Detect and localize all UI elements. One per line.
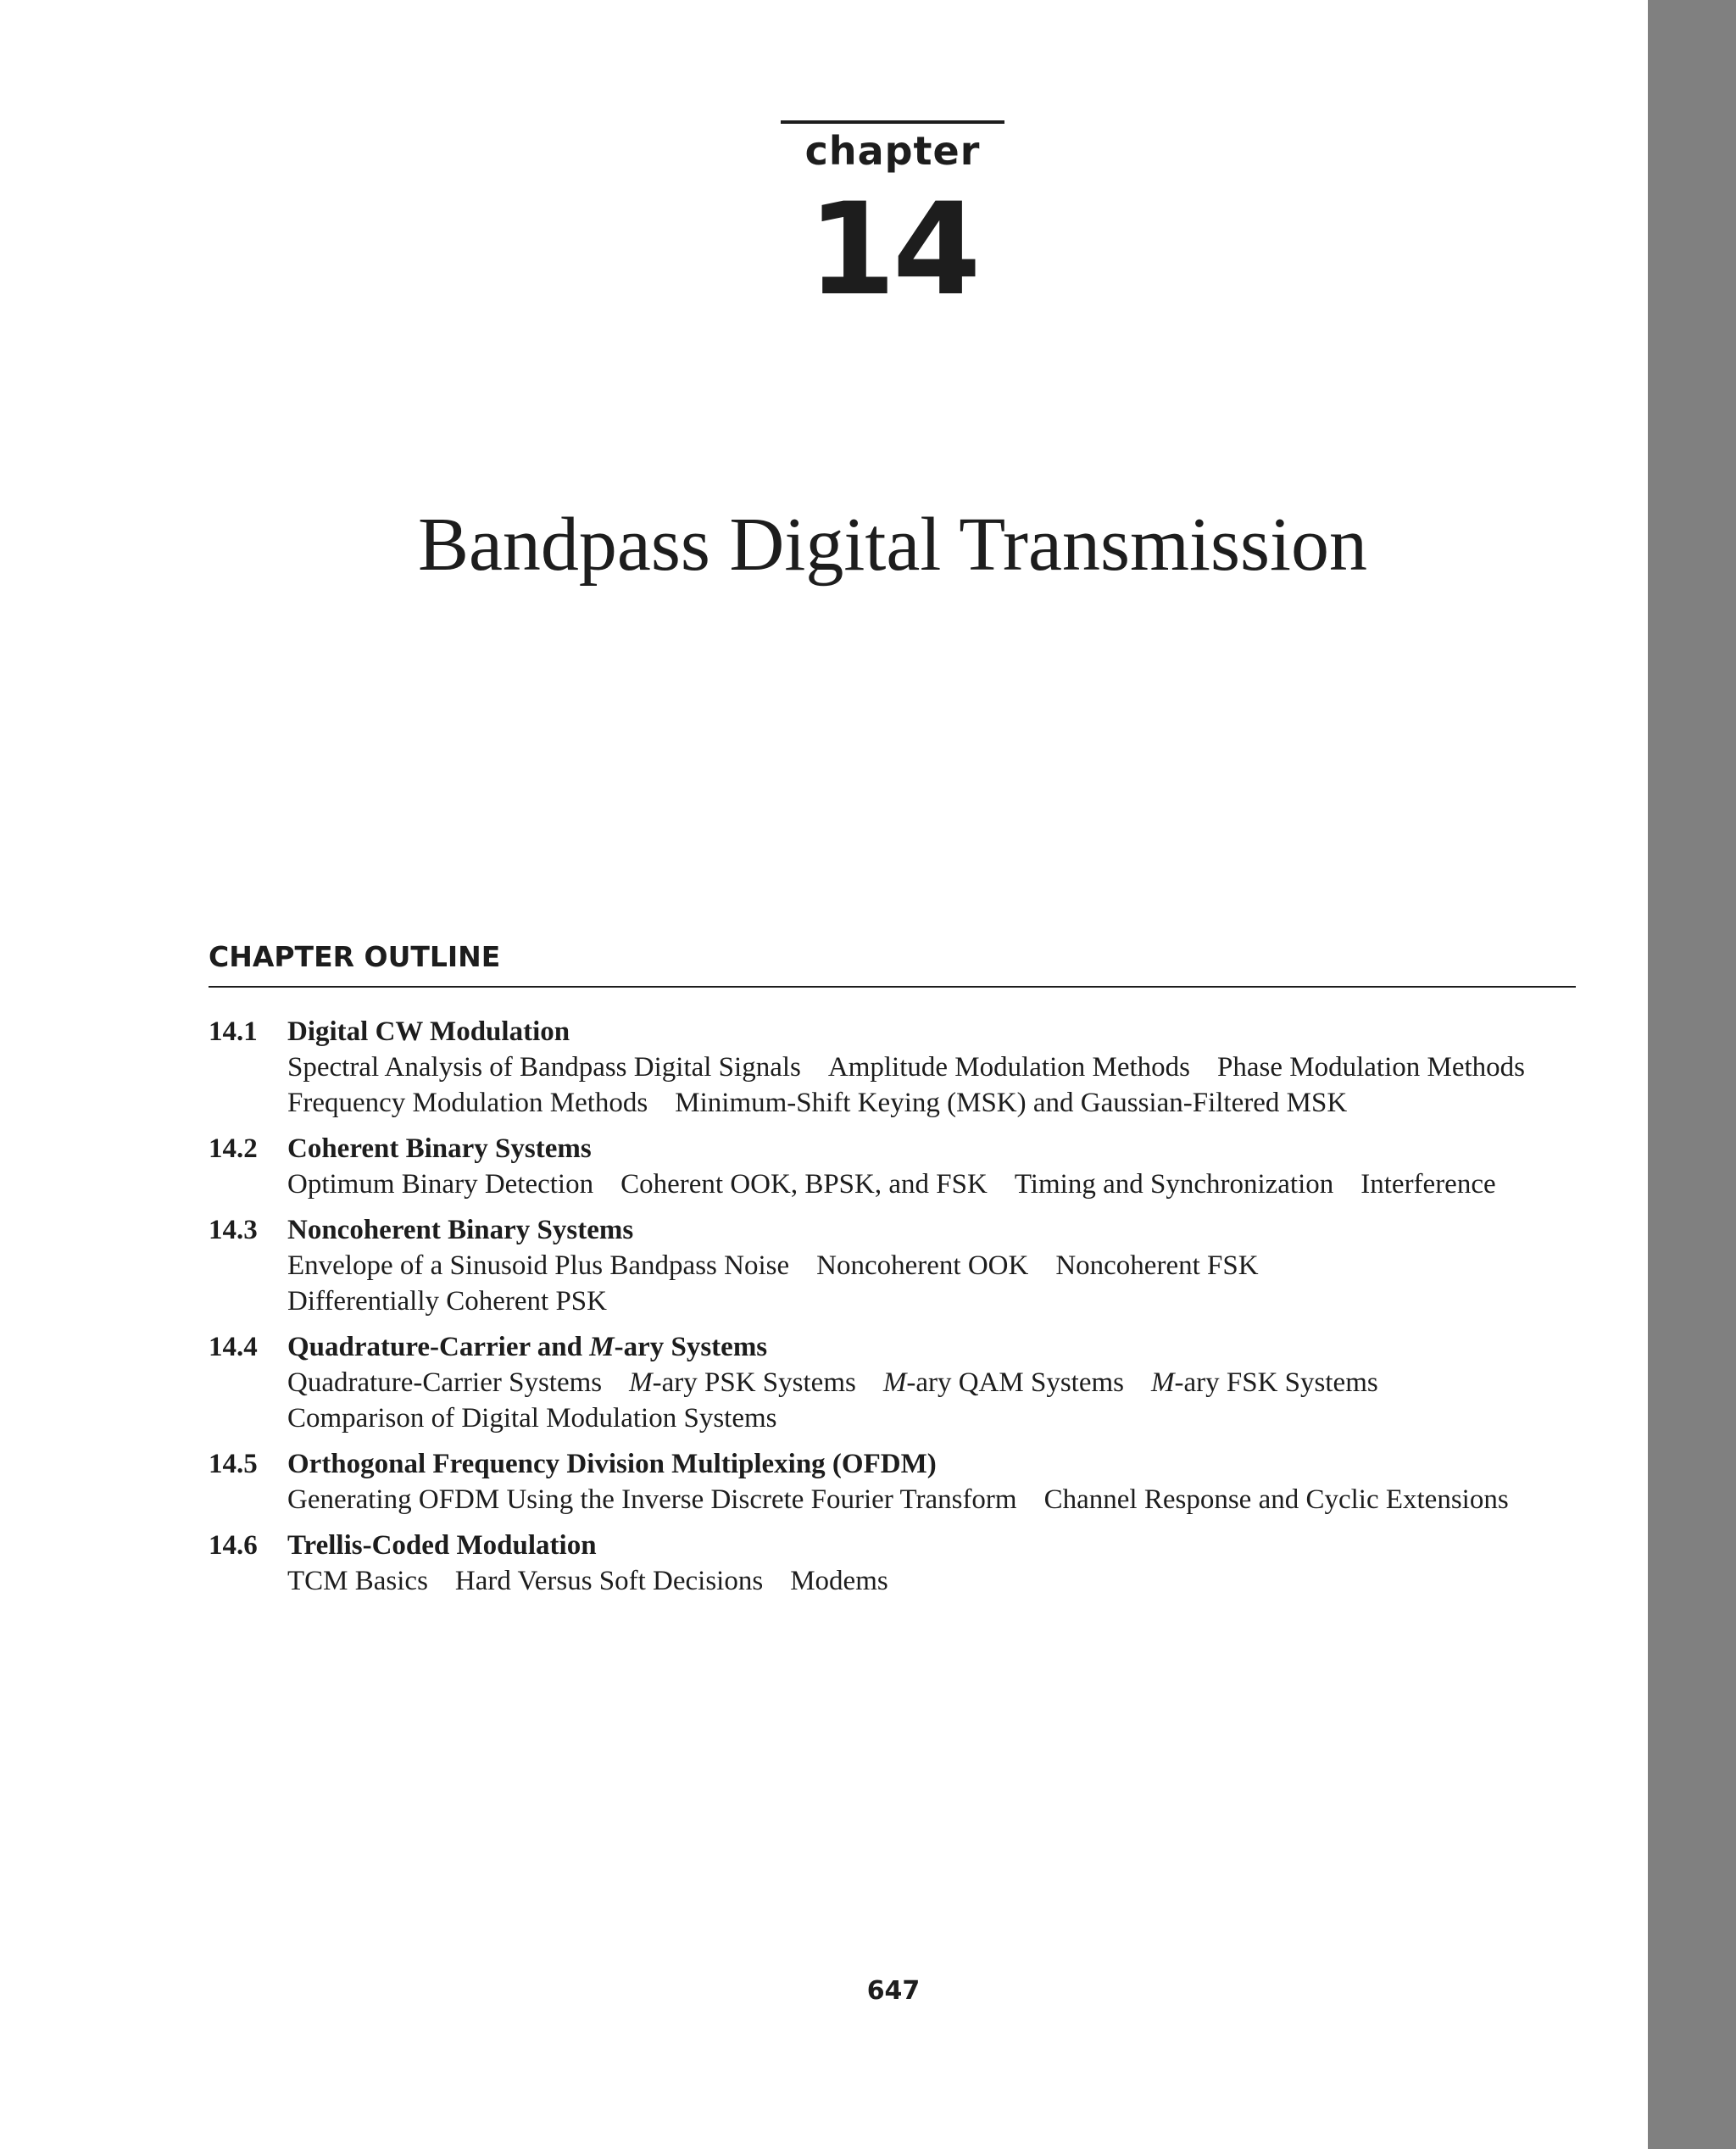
outline-topic: M-ary FSK Systems	[1151, 1367, 1378, 1398]
outline-topic: M-ary PSK Systems	[629, 1367, 856, 1398]
section-number: 14.4	[209, 1332, 258, 1362]
section-title: Orthogonal Frequency Division Multiplexing (OFDM)	[287, 1449, 937, 1479]
outline-topic: Modems	[790, 1566, 888, 1596]
section-heading	[209, 1446, 1599, 1482]
outline-topic: Channel Response and Cyclic Extensions	[1043, 1484, 1509, 1515]
outline-topic: Noncoherent OOK	[816, 1250, 1029, 1281]
section-number: 14.6	[209, 1530, 258, 1561]
outline-topic: Minimum-Shift Keying (MSK) and Gaussian-Filtered MSK	[675, 1088, 1348, 1118]
topic-line	[209, 1365, 1599, 1400]
section-title: Quadrature-Carrier and M-ary Systems	[287, 1332, 768, 1362]
outline-topic: Hard Versus Soft Decisions	[454, 1566, 764, 1596]
page-number: 647	[866, 1976, 921, 2006]
outline-topic: Quadrature-Carrier Systems	[287, 1367, 603, 1398]
topic-line	[209, 1049, 1599, 1085]
section-title: Coherent Binary Systems	[287, 1133, 592, 1164]
outline-topic: Spectral Analysis of Bandpass Digital Signals	[287, 1052, 801, 1083]
outline-topic: M-ary QAM Systems	[882, 1367, 1124, 1398]
chapter-title: Bandpass Digital Transmission	[417, 503, 1368, 587]
outline-heading: CHAPTER OUTLINE	[209, 940, 501, 973]
section-number: 14.1	[209, 1016, 258, 1047]
topic-line	[209, 1248, 1599, 1283]
section-number: 14.3	[209, 1215, 258, 1245]
outline-topic: Coherent OOK, BPSK, and FSK	[620, 1169, 988, 1200]
topic-line	[209, 1085, 1599, 1121]
chapter-label: chapter	[804, 128, 981, 174]
section-title: Trellis-Coded Modulation	[287, 1530, 597, 1561]
outline-section	[209, 1329, 1599, 1436]
section-title: Digital CW Modulation	[287, 1016, 570, 1047]
topic-line	[209, 1283, 1599, 1319]
outline-section	[209, 1446, 1599, 1517]
outline-topic: TCM Basics	[287, 1566, 428, 1596]
section-heading	[209, 1212, 1599, 1248]
outline-topic: Comparison of Digital Modulation Systems	[287, 1403, 777, 1434]
outline-topic: Envelope of a Sinusoid Plus Bandpass Noise	[287, 1250, 790, 1281]
outline-topic: Optimum Binary Detection	[287, 1169, 594, 1200]
outline-section	[209, 1131, 1599, 1202]
outline-section	[209, 1528, 1599, 1599]
outline-topic: Noncoherent FSK	[1055, 1250, 1259, 1281]
section-number: 14.2	[209, 1133, 258, 1164]
outline-topic: Differentially Coherent PSK	[287, 1286, 607, 1317]
outline-section	[209, 1212, 1599, 1319]
outline-topic: Interference	[1360, 1169, 1496, 1200]
outline-topic: Frequency Modulation Methods	[287, 1088, 648, 1118]
section-title: Noncoherent Binary Systems	[287, 1215, 634, 1245]
section-heading	[209, 1131, 1599, 1166]
chapter-number: 14	[807, 176, 978, 324]
outline-topic: Generating OFDM Using the Inverse Discrete Fourier Transform	[287, 1484, 1017, 1515]
page-edge-bar	[1648, 0, 1736, 2149]
section-heading	[209, 1014, 1599, 1049]
outline-topic: Phase Modulation Methods	[1217, 1052, 1525, 1083]
topic-line	[209, 1563, 1599, 1599]
section-heading	[209, 1329, 1599, 1365]
outline-list	[209, 1014, 1599, 1609]
outline-rule	[209, 986, 1576, 988]
outline-topic: Timing and Synchronization	[1014, 1169, 1334, 1200]
section-heading	[209, 1528, 1599, 1563]
outline-topic: Amplitude Modulation Methods	[827, 1052, 1191, 1083]
topic-line	[209, 1400, 1599, 1436]
topic-line	[209, 1166, 1599, 1202]
topic-line	[209, 1482, 1599, 1517]
outline-section	[209, 1014, 1599, 1121]
section-number: 14.5	[209, 1449, 258, 1479]
